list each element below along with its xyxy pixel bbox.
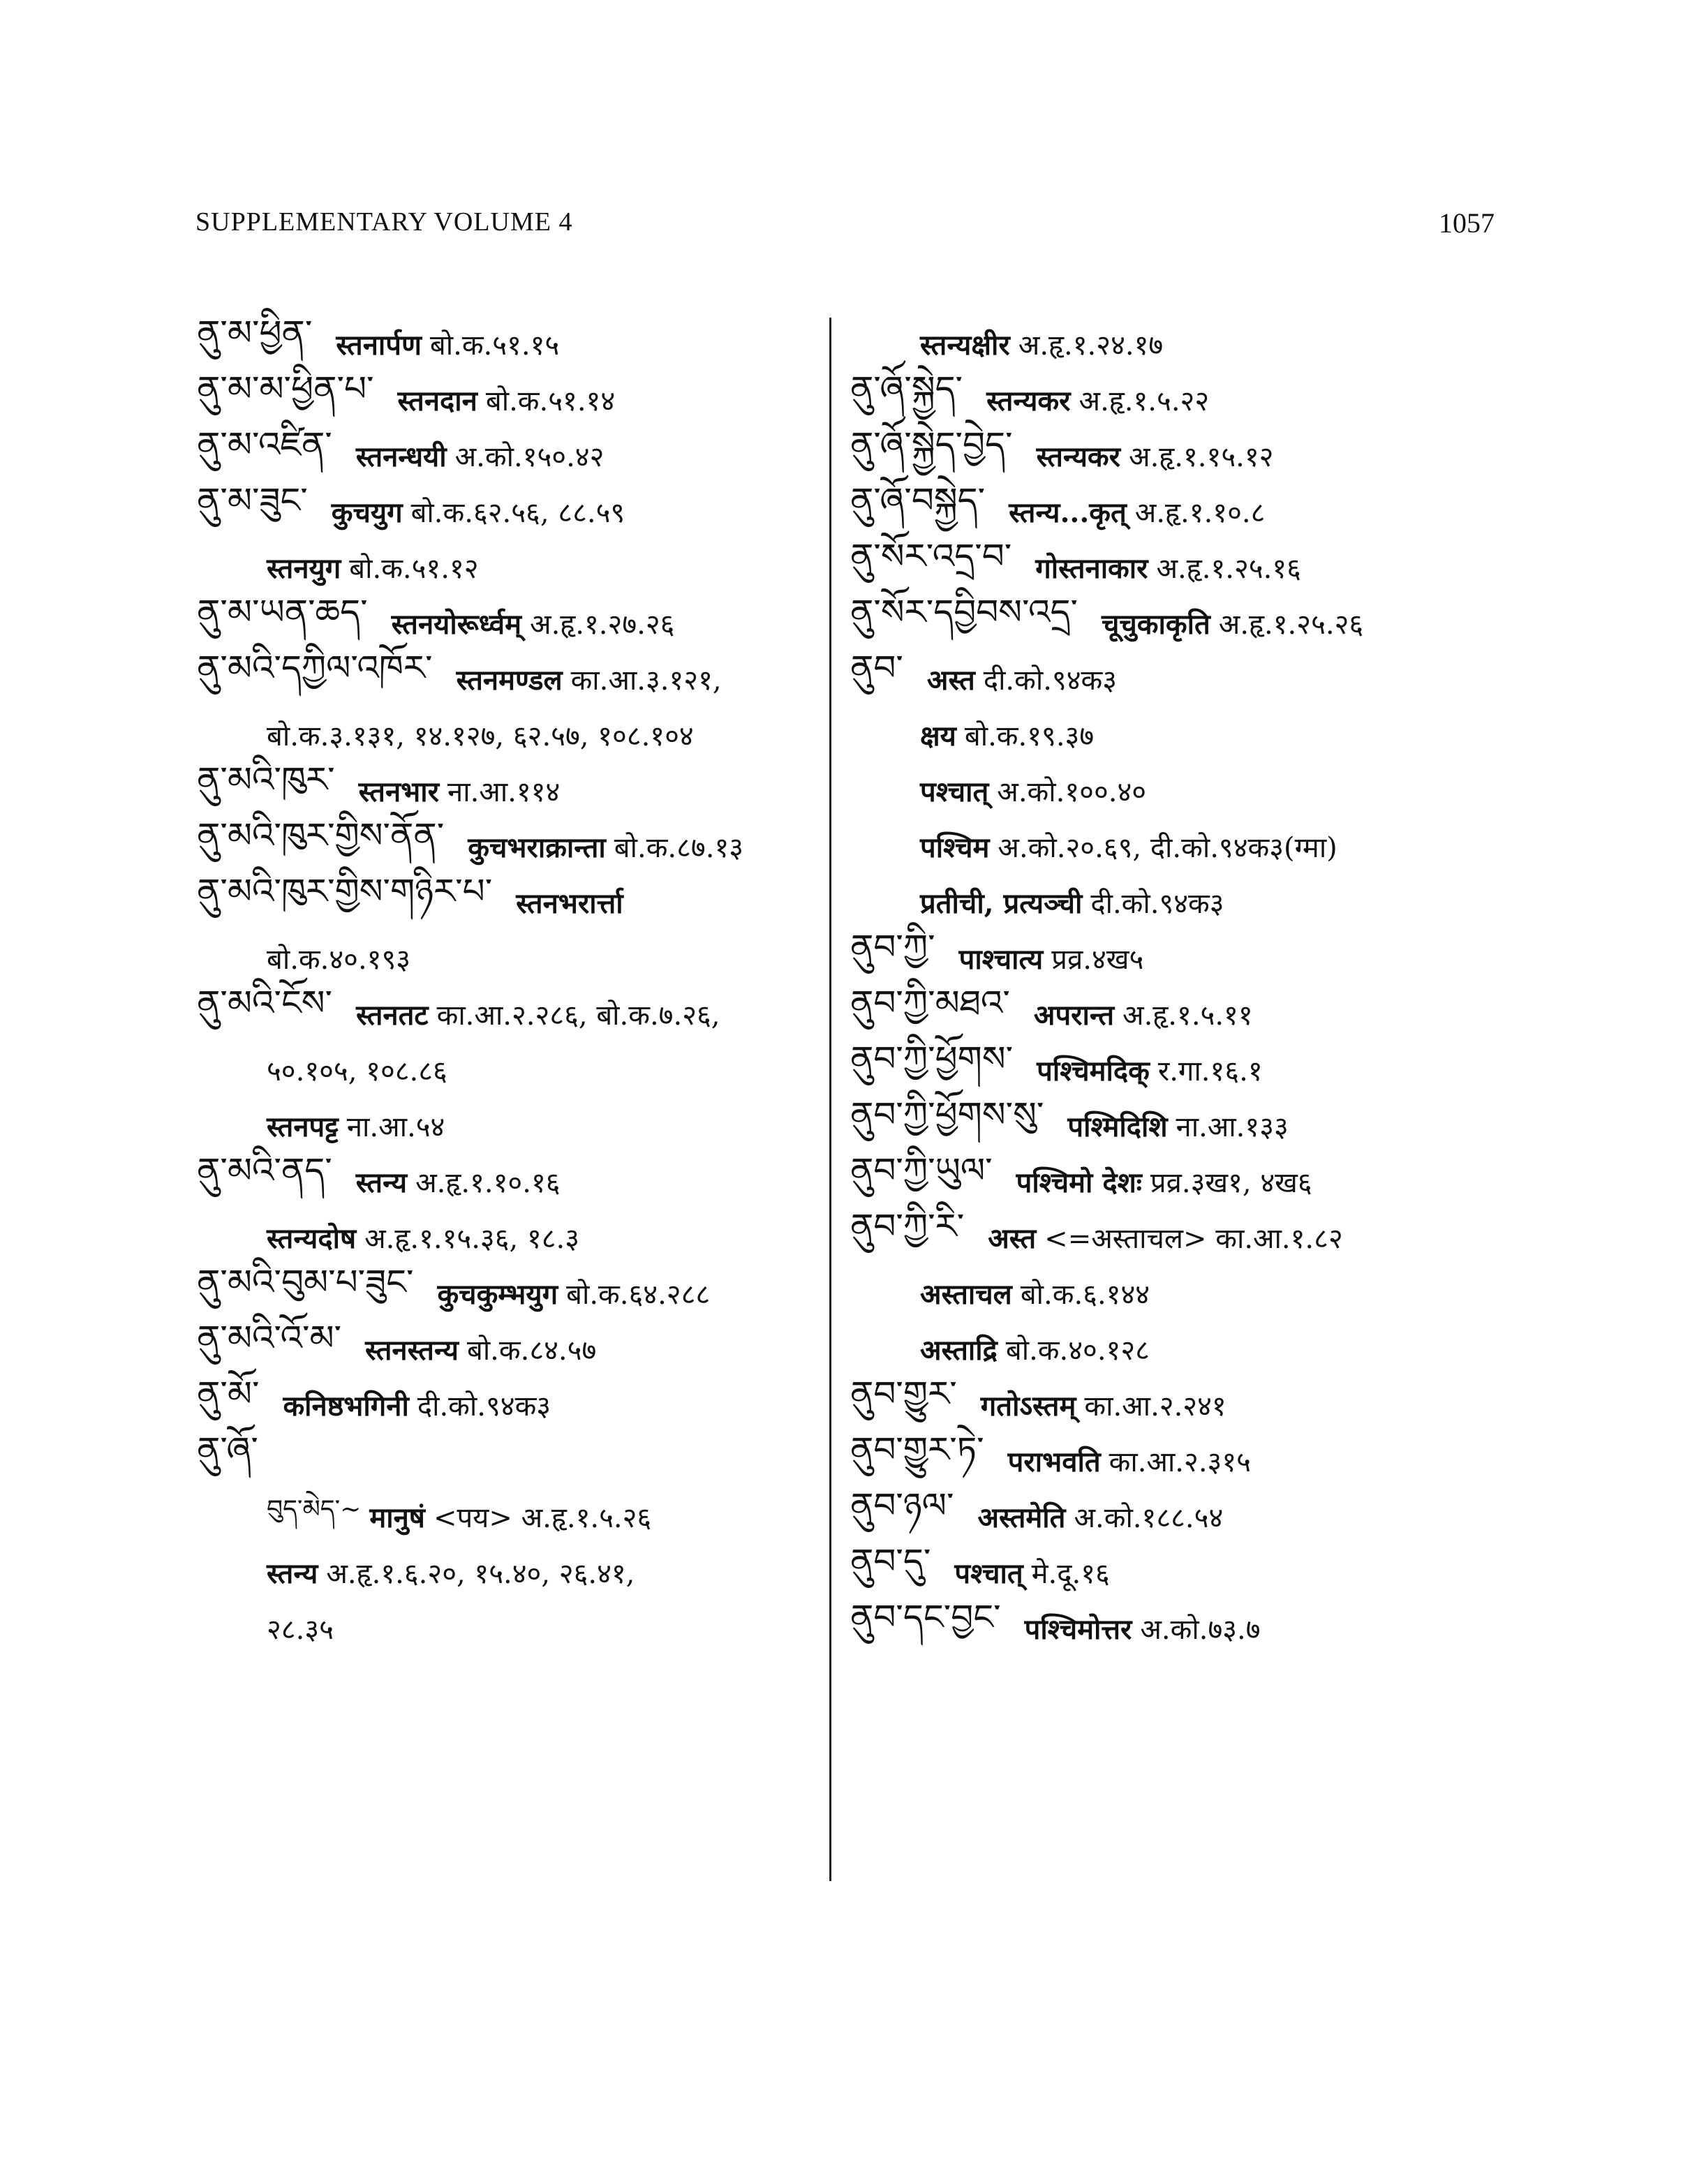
tibetan-headword: ནུ་མའི་ཁུར་གྱིས་གཉིར་པ་ — [197, 871, 493, 912]
dictionary-entry-line — [850, 648, 1478, 706]
tibetan-headword: ནུབ་ — [850, 648, 903, 688]
sanskrit-equivalent: अस्ताचल — [920, 1277, 1012, 1311]
tibetan-headword: ནུ་མའི་འོ་མ་ — [197, 1318, 342, 1358]
source-reference: अ.हृ.१.६.२०, १५.४०, २६.४१, — [326, 1557, 635, 1590]
source-reference: अ.हृ.१.५.११ — [1122, 999, 1253, 1032]
source-reference: अ.को.२०.६९, दी.को.९४क३(ग्मा) — [998, 831, 1337, 864]
tibetan-headword: ནུ་མའི་བུམ་པ་ཟུང་ — [197, 1262, 414, 1302]
sanskrit-equivalent: स्तनभार — [358, 775, 440, 808]
page-header — [195, 207, 1495, 248]
source-reference: दी.को.९४क३ — [1090, 887, 1224, 920]
dictionary-entry-line — [197, 1150, 811, 1209]
tibetan-headword: ནུ་མོ་ — [197, 1374, 260, 1414]
sanskrit-equivalent: पश्चात् — [954, 1557, 1023, 1590]
tibetan-headword: ནུ་མའི་དཀྱིལ་འཁོར་ — [197, 648, 433, 688]
tibetan-headword: ནུབ་ཀྱི་རི་ — [850, 1206, 965, 1247]
running-head: SUPPLEMENTARY VOLUME 4 — [195, 207, 573, 237]
source-reference: अ.हृ.१.२७.२६ — [530, 608, 675, 641]
tibetan-headword: ནུབ་ཀྱི་ཕྱོགས་སུ་ — [850, 1094, 1044, 1135]
sanskrit-equivalent: क्षय — [920, 719, 956, 752]
tibetan-headword: ནུ་ཞོ་བསྐྱེད་ — [850, 480, 986, 521]
sanskrit-equivalent: स्तनार्पण — [336, 328, 422, 362]
tibetan-headword: ནུབ་ཀྱི་ — [850, 927, 935, 967]
source-reference: प्रव्र.४ख५ — [1051, 943, 1144, 976]
tibetan-headword: ནུ་མ་ཕྱིན་ — [197, 313, 313, 353]
source-reference: दी.को.९४क३ — [417, 1390, 551, 1422]
sanskrit-equivalent: कुचभराक्रान्ता — [468, 831, 606, 864]
tibetan-headword: ནུ་མ་ཟུང་ — [197, 480, 308, 521]
dictionary-entry-line — [197, 1600, 811, 1656]
sanskrit-equivalent: पश्मिदिशि — [1067, 1110, 1168, 1143]
tibetan-headword: ནུབ་ཀྱི་མཐའ་ — [850, 983, 1010, 1023]
sanskrit-equivalent: कनिष्ठभगिनी — [283, 1389, 409, 1422]
sanskrit-equivalent: अपरान्त — [1033, 998, 1115, 1032]
left-column — [197, 315, 811, 1656]
sanskrit-equivalent: पश्चिमदिक् — [1037, 1054, 1150, 1087]
dictionary-entry-line — [850, 1485, 1478, 1544]
source-reference: बो.क.५१.१२ — [349, 552, 479, 585]
sanskrit-equivalent: स्तनपट्ट — [267, 1110, 339, 1143]
dictionary-entry-line — [197, 1544, 811, 1600]
source-reference: ५०.१०५, १०८.८६ — [267, 1055, 447, 1087]
source-reference: प्रव्र.३ख१, ४ख६ — [1150, 1166, 1312, 1199]
source-reference: २८.३५ — [267, 1613, 334, 1646]
sanskrit-equivalent: स्तनतट — [356, 998, 429, 1032]
source-reference: बो.क.६४.२८८ — [566, 1278, 711, 1311]
tibetan-headword: ནུབ་དུ་ — [850, 1541, 931, 1582]
source-reference: बो.क.१९.३७ — [964, 720, 1095, 752]
source-reference: अ.हृ.१.५.२२ — [1079, 385, 1210, 417]
source-reference: बो.क.६.१४४ — [1020, 1278, 1150, 1311]
tibetan-headword: ནུ་མའི་ནད་ — [197, 1150, 332, 1191]
source-reference: र.गा.१६.१ — [1157, 1055, 1263, 1087]
source-reference: <पय> अ.हृ.१.५.२६ — [433, 1501, 652, 1534]
dictionary-entry-line — [197, 1376, 811, 1432]
dictionary-entry-line — [850, 1597, 1478, 1656]
source-reference: का.आ.२.३१५ — [1109, 1446, 1251, 1478]
source-reference: अ.को.१००.४० — [997, 775, 1147, 808]
sanskrit-equivalent: पश्चिम — [920, 831, 990, 864]
dictionary-entry-line — [850, 1206, 1478, 1265]
source-reference: अ.हृ.१.२५.१६ — [1156, 552, 1301, 585]
dictionary-entry-line — [197, 871, 811, 930]
tibetan-headword: ནུབ་ཉལ་ — [850, 1485, 954, 1526]
sanskrit-equivalent: स्तनमण्डल — [456, 663, 563, 697]
source-reference: दी.को.९४क३ — [983, 664, 1118, 697]
sanskrit-equivalent: स्तनयोरूर्ध्वम् — [391, 607, 522, 641]
dictionary-entry-line — [197, 1488, 811, 1544]
sanskrit-equivalent: कुचकुम्भयुग — [437, 1277, 558, 1311]
tibetan-headword: ནུ་མའི་ཁུར་གྱིས་ནོན་ — [197, 815, 445, 856]
sanskrit-equivalent: स्तन्यकर — [986, 384, 1071, 417]
dictionary-entry-line — [850, 706, 1478, 762]
tibetan-gloss: བུད་མེད་~ — [267, 1495, 362, 1524]
source-reference: बो.क.४०.१२८ — [1005, 1334, 1150, 1367]
dictionary-entry-line — [850, 874, 1478, 930]
sanskrit-equivalent: स्तनभरार्त्ता — [516, 886, 623, 920]
tibetan-headword: ནུ་མའི་ངོས་ — [197, 983, 333, 1023]
sanskrit-equivalent: स्तन्य...कृत् — [1009, 496, 1127, 529]
dictionary-entry-line — [850, 762, 1478, 818]
tibetan-headword: ནུབ་དང་བྱང་ — [850, 1597, 1001, 1637]
sanskrit-equivalent: स्तन्य — [267, 1557, 318, 1590]
sanskrit-equivalent: अस्तमेति — [977, 1501, 1066, 1534]
dictionary-entry-line — [197, 1041, 811, 1097]
sanskrit-equivalent: कुचयुग — [331, 496, 403, 529]
sanskrit-equivalent: मानुषं — [369, 1501, 425, 1534]
source-reference: बो.क.४०.१९३ — [267, 943, 411, 976]
dictionary-entry-line — [850, 592, 1478, 651]
dictionary-entry-line — [197, 983, 811, 1041]
source-reference: ना.आ.१३३ — [1176, 1110, 1289, 1143]
sanskrit-equivalent: पश्चिमोत्तर — [1024, 1612, 1132, 1646]
tibetan-headword: ནུབ་ཀྱི་ཡུལ་ — [850, 1150, 993, 1191]
tibetan-headword: ནུ་ཞོ་སྐྱེད་བྱེད་ — [850, 424, 1013, 465]
sanskrit-equivalent: स्तन्यकर — [1036, 440, 1121, 473]
source-reference: बो.क.८७.१३ — [614, 831, 744, 864]
source-reference: बो.क.३.१३१, १४.१२७, ६२.५७, १०८.१०४ — [267, 720, 694, 752]
sanskrit-equivalent: स्तनदान — [397, 384, 477, 417]
sanskrit-equivalent: अस्त — [926, 663, 975, 697]
sanskrit-equivalent: स्तनयुग — [267, 551, 341, 585]
source-reference: का.आ.२.२४१ — [1084, 1390, 1226, 1422]
tibetan-headword: ནུབ་གྱུར་ཏེ་ — [850, 1429, 984, 1470]
sanskrit-equivalent: गतोऽस्तम् — [980, 1389, 1076, 1422]
tibetan-headword: ནུ་མ་འཛིན་ — [197, 424, 332, 465]
dictionary-entry-line — [850, 818, 1478, 874]
sanskrit-equivalent: गोस्तनाकार — [1035, 551, 1148, 585]
sanskrit-equivalent: स्तन्यक्षीर — [920, 328, 1010, 362]
tibetan-headword: ནུ་མ་ཡན་ཆད་ — [197, 592, 368, 632]
source-reference: ना.आ.५४ — [346, 1110, 445, 1143]
source-reference: बो.क.५१.१५ — [429, 329, 560, 362]
dictionary-entry-line — [197, 648, 811, 706]
tibetan-headword: ནུ་ཞོ་ — [197, 1429, 258, 1470]
source-reference: ना.आ.११४ — [447, 775, 561, 808]
right-column — [850, 315, 1478, 1656]
dictionary-entry-line — [850, 1265, 1478, 1321]
tibetan-headword: ནུབ་གྱུར་ — [850, 1374, 957, 1414]
tibetan-headword: ནུབ་ཀྱི་ཕྱོགས་ — [850, 1039, 1014, 1079]
sanskrit-equivalent: पराभवति — [1007, 1445, 1101, 1478]
dictionary-entry-line — [197, 1429, 811, 1488]
tibetan-headword: ནུ་མའི་ཁུར་ — [197, 759, 335, 800]
sanskrit-equivalent: पाश्चात्य — [958, 942, 1044, 976]
tibetan-headword: ནུ་སོར་འདྲ་བ་ — [850, 536, 1012, 577]
source-reference: अ.को.७३.७ — [1140, 1613, 1261, 1646]
source-reference: अ.को.१८८.५४ — [1074, 1501, 1224, 1534]
sanskrit-equivalent: स्तनन्धयी — [355, 440, 447, 473]
source-reference: अ.हृ.१.१५.१२ — [1129, 440, 1274, 473]
source-reference: बो.क.५१.१४ — [485, 385, 616, 417]
tibetan-headword: ནུ་སོར་དབྱིབས་འདྲ་ — [850, 592, 1078, 632]
source-reference: अ.हृ.१.१०.१६ — [415, 1166, 561, 1199]
source-reference: अ.को.१५०.४२ — [454, 440, 605, 473]
source-reference: बो.क.८४.५७ — [466, 1334, 597, 1367]
sanskrit-equivalent: पश्चात् — [920, 775, 989, 808]
source-reference: का.आ.३.१२१, — [570, 664, 722, 697]
source-reference: मे.दू.१६ — [1031, 1557, 1110, 1590]
source-reference: का.आ.२.२८६, बो.क.७.२६, — [436, 999, 720, 1032]
sanskrit-equivalent: स्तन्य — [355, 1166, 408, 1199]
source-reference: अ.हृ.१.२४.१७ — [1018, 329, 1164, 362]
tibetan-headword: ནུ་མ་མ་ཕྱིན་པ་ — [197, 369, 374, 409]
column-divider — [829, 318, 831, 1881]
sanskrit-equivalent: चूचुकाकृति — [1102, 607, 1210, 641]
sanskrit-equivalent: अस्ताद्रि — [920, 1333, 998, 1367]
sanskrit-equivalent: प्रतीची, प्रत्यञ्ची — [920, 886, 1083, 920]
source-reference: अ.हृ.१.१०.८ — [1134, 496, 1266, 529]
sanskrit-equivalent: पश्चिमो देशः — [1016, 1166, 1142, 1199]
tibetan-headword: ནུ་ཞོ་སྐྱེད་ — [850, 369, 963, 409]
sanskrit-equivalent: स्तनस्तन्य — [365, 1333, 459, 1367]
sanskrit-equivalent: स्तन्यदोष — [267, 1221, 357, 1255]
source-reference: अ.हृ.१.२५.२६ — [1218, 608, 1364, 641]
dictionary-entry-line — [197, 480, 811, 539]
sanskrit-equivalent: अस्त — [988, 1221, 1037, 1255]
page-number: 1057 — [1439, 207, 1495, 239]
source-reference: अ.हृ.१.१५.३६, १८.३ — [364, 1222, 580, 1255]
dictionary-entry-line — [197, 1318, 811, 1376]
source-reference: <=अस्ताचल> का.आ.१.८२ — [1044, 1222, 1343, 1255]
source-reference: बो.क.६२.५६, ८८.५९ — [410, 496, 625, 529]
